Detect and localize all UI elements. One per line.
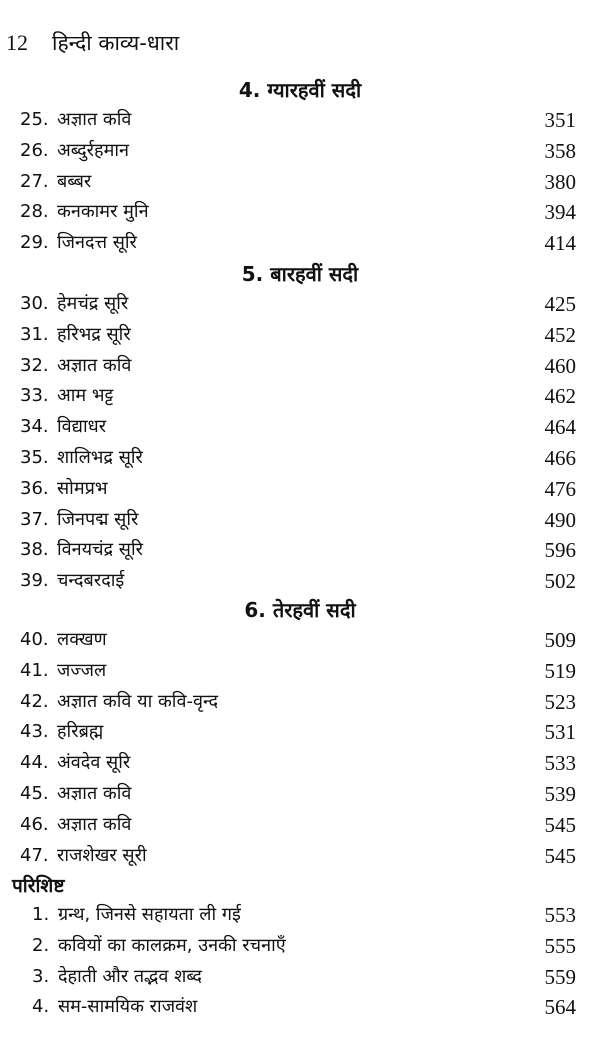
entry-page-number: 596 <box>544 538 576 563</box>
entry-number: 3. <box>32 965 50 987</box>
entry-page-number: 466 <box>544 446 576 470</box>
entry-page-number: 509 <box>544 628 576 652</box>
entry-number: 45. <box>20 783 49 804</box>
entry-title: सोमप्रभ <box>57 477 108 499</box>
entry-title: आम भट्ट <box>57 385 114 407</box>
entry-title: कवियों का कालक्रम, उनकी रचनाएँ <box>58 934 286 956</box>
entry-title: अब्दुर्रहमान <box>57 139 129 161</box>
entry-page-number: 476 <box>544 476 576 501</box>
appendix-entry <box>0 931 600 961</box>
entry-number: 33. <box>20 385 49 407</box>
toc-entry <box>0 687 600 717</box>
toc-entry <box>0 535 600 565</box>
toc-entry <box>0 443 600 473</box>
entry-number: 25. <box>20 109 49 130</box>
entry-title: हरिब्रह्म <box>57 721 104 743</box>
toc-entry <box>0 228 600 258</box>
entry-number: 43. <box>20 721 49 743</box>
toc-entry <box>0 841 600 871</box>
entry-title: विनयचंद्र सूरि <box>57 539 144 561</box>
entry-title: चन्दबरदाई <box>57 570 125 592</box>
toc-entry <box>0 717 600 747</box>
entry-page-number: 539 <box>544 782 576 806</box>
entry-page-number: 531 <box>544 720 576 745</box>
entry-title: अज्ञात कवि <box>57 109 132 130</box>
entry-number: 36. <box>20 477 49 499</box>
entry-page-number: 414 <box>544 231 576 256</box>
entry-number: 44. <box>20 752 49 774</box>
appendix-entry <box>0 962 600 992</box>
entry-title: जिनदत्त सूरि <box>57 232 137 254</box>
entry-page-number: 490 <box>544 507 576 532</box>
entry-page-number: 523 <box>544 689 576 714</box>
entry-title: देहाती और तद्भव शब्द <box>58 965 202 987</box>
page-number: 12 <box>6 30 28 55</box>
entry-title: लक्खण <box>57 629 107 650</box>
appendix-entry <box>0 900 600 930</box>
toc-entry <box>0 474 600 504</box>
entry-page-number: 462 <box>544 384 576 409</box>
entry-page-number: 553 <box>544 903 576 927</box>
appendix-heading: परिशिष्ट <box>12 875 65 897</box>
entry-page-number: 502 <box>544 569 576 594</box>
entry-number: 39. <box>20 570 49 592</box>
toc-entry <box>0 748 600 778</box>
entry-title: जज्जल <box>57 659 107 681</box>
entry-number: 34. <box>20 416 49 438</box>
toc-entry <box>0 625 600 655</box>
entry-title: शालिभद्र सूरि <box>57 447 143 468</box>
entry-number: 28. <box>20 201 49 223</box>
entry-title: हेमचंद्र सूरि <box>57 293 129 314</box>
entry-number: 47. <box>20 844 49 866</box>
entry-number: 38. <box>20 539 49 561</box>
entry-number: 27. <box>20 170 49 192</box>
entry-number: 41. <box>20 659 49 681</box>
entry-title: विद्याधर <box>57 416 107 438</box>
entry-page-number: 464 <box>544 415 576 440</box>
toc-entry <box>0 505 600 535</box>
toc-entry <box>0 167 600 197</box>
appendix-entry <box>0 992 600 1022</box>
entry-page-number: 452 <box>544 322 576 347</box>
entry-page-number: 460 <box>544 353 576 378</box>
toc-entry <box>0 779 600 809</box>
running-head <box>6 30 179 56</box>
entry-page-number: 394 <box>544 200 576 225</box>
entry-title: कनकामर मुनि <box>57 201 149 223</box>
section-heading: 6. तेरहवीं सदी <box>244 598 356 622</box>
toc-entry <box>0 320 600 350</box>
entry-number: 29. <box>20 232 49 254</box>
running-title: हिन्दी काव्य-धारा <box>52 31 180 55</box>
entry-number: 26. <box>20 139 49 161</box>
toc-entry <box>0 289 600 319</box>
entry-number: 46. <box>20 813 49 835</box>
toc-entry <box>0 412 600 442</box>
entry-page-number: 533 <box>544 751 576 776</box>
entry-title: अज्ञात कवि <box>57 813 132 835</box>
entry-title: अज्ञात कवि या कवि-वृन्द <box>57 690 219 712</box>
entry-number: 37. <box>20 508 49 530</box>
entry-page-number: 545 <box>544 843 576 868</box>
entry-title: अज्ञात कवि <box>57 783 132 804</box>
entry-number: 30. <box>20 293 49 314</box>
entry-number: 42. <box>20 690 49 712</box>
entry-page-number: 545 <box>544 812 576 837</box>
section-heading: 5. बारहवीं सदी <box>241 262 359 286</box>
entry-title: अंवदेव सूरि <box>57 752 131 774</box>
toc-entry <box>0 656 600 686</box>
section-heading: 4. ग्यारहवीं सदी <box>238 78 362 102</box>
entry-page-number: 358 <box>544 138 576 163</box>
toc-entry <box>0 105 600 135</box>
entry-title: हरिभद्र सूरि <box>57 323 131 345</box>
entry-page-number: 351 <box>544 108 576 132</box>
entry-title: जिनपद्म सूरि <box>57 508 139 530</box>
toc-entry <box>0 351 600 381</box>
entry-title: सम-सामयिक राजवंश <box>58 996 198 1018</box>
entry-number: 40. <box>20 629 49 650</box>
toc-entry <box>0 381 600 411</box>
toc-entry <box>0 566 600 596</box>
entry-page-number: 425 <box>544 292 576 316</box>
entry-title: अज्ञात कवि <box>57 354 132 376</box>
toc-entry <box>0 197 600 227</box>
toc-entry <box>0 810 600 840</box>
entry-title: राजशेखर सूरी <box>57 844 147 866</box>
toc-entry <box>0 136 600 166</box>
entry-page-number: 555 <box>544 933 576 958</box>
entry-page-number: 559 <box>544 964 576 989</box>
entry-number: 2. <box>32 934 50 956</box>
entry-title: बब्बर <box>57 170 92 192</box>
entry-number: 32. <box>20 354 49 376</box>
entry-page-number: 564 <box>544 995 576 1020</box>
entry-title: ग्रन्थ, जिनसे सहायता ली गई <box>58 904 241 925</box>
entry-number: 1. <box>32 904 50 925</box>
entry-page-number: 380 <box>544 169 576 194</box>
entry-page-number: 519 <box>544 658 576 683</box>
entry-number: 35. <box>20 447 49 468</box>
entry-number: 4. <box>32 996 50 1018</box>
entry-number: 31. <box>20 323 49 345</box>
